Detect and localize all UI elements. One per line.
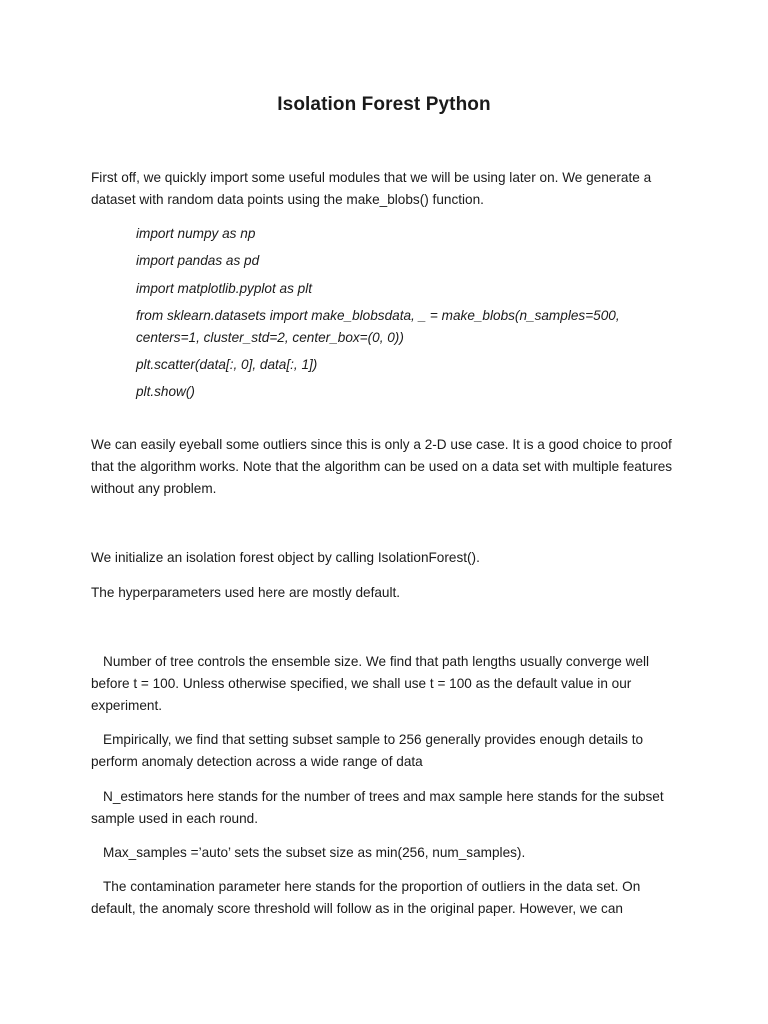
hyperparameters-paragraph: The hyperparameters used here are mostly default. — [91, 585, 401, 600]
code-line-pandas: import pandas as pd — [136, 253, 260, 268]
intro-paragraph: First off, we quickly import some useful modules that we will be using later on. We generate a dataset with random data points using the make_blobs() function. — [91, 170, 652, 207]
tree-count-paragraph: Number of tree controls the ensemble size. We find that path lengths usually converge well before t = 100. Unless otherwise specified, we shall use t = 100 as the default value in our experiment. — [91, 654, 650, 713]
n-estimators-paragraph: N_estimators here stands for the number of trees and max sample here stands for the subset sample used in each round. — [91, 789, 664, 826]
code-line-numpy: import numpy as np — [136, 226, 256, 241]
document-title: Isolation Forest Python — [277, 94, 491, 115]
max-samples-paragraph: Max_samples =’auto’ sets the subset size as min(256, num_samples). — [103, 845, 526, 860]
contamination-paragraph: The contamination parameter here stands for the proportion of outliers in the data set. On default, the anomaly score threshold will follow as in the original paper. However, we can — [91, 879, 641, 916]
outliers-paragraph: We can easily eyeball some outliers since this is only a 2-D use case. It is a good choice to proof that the algorithm works. Note that the algorithm can be used on a data set with multiple features without any problem. — [91, 437, 673, 496]
code-line-scatter: plt.scatter(data[:, 0], data[:, 1]) — [136, 357, 318, 372]
code-line-matplotlib: import matplotlib.pyplot as plt — [136, 281, 313, 296]
subset-sample-paragraph: Empirically, we find that setting subset sample to 256 generally provides enough details to perform anomaly detection across a wide range of data — [91, 732, 644, 769]
code-line-show: plt.show() — [136, 384, 195, 399]
initialize-paragraph: We initialize an isolation forest object by calling IsolationForest(). — [91, 550, 480, 565]
code-line-make-blobs: from sklearn.datasets import make_blobsdata, _ = make_blobs(n_samples=500, centers=1, cluster_std=2, center_box=(0, 0)) — [136, 308, 620, 345]
